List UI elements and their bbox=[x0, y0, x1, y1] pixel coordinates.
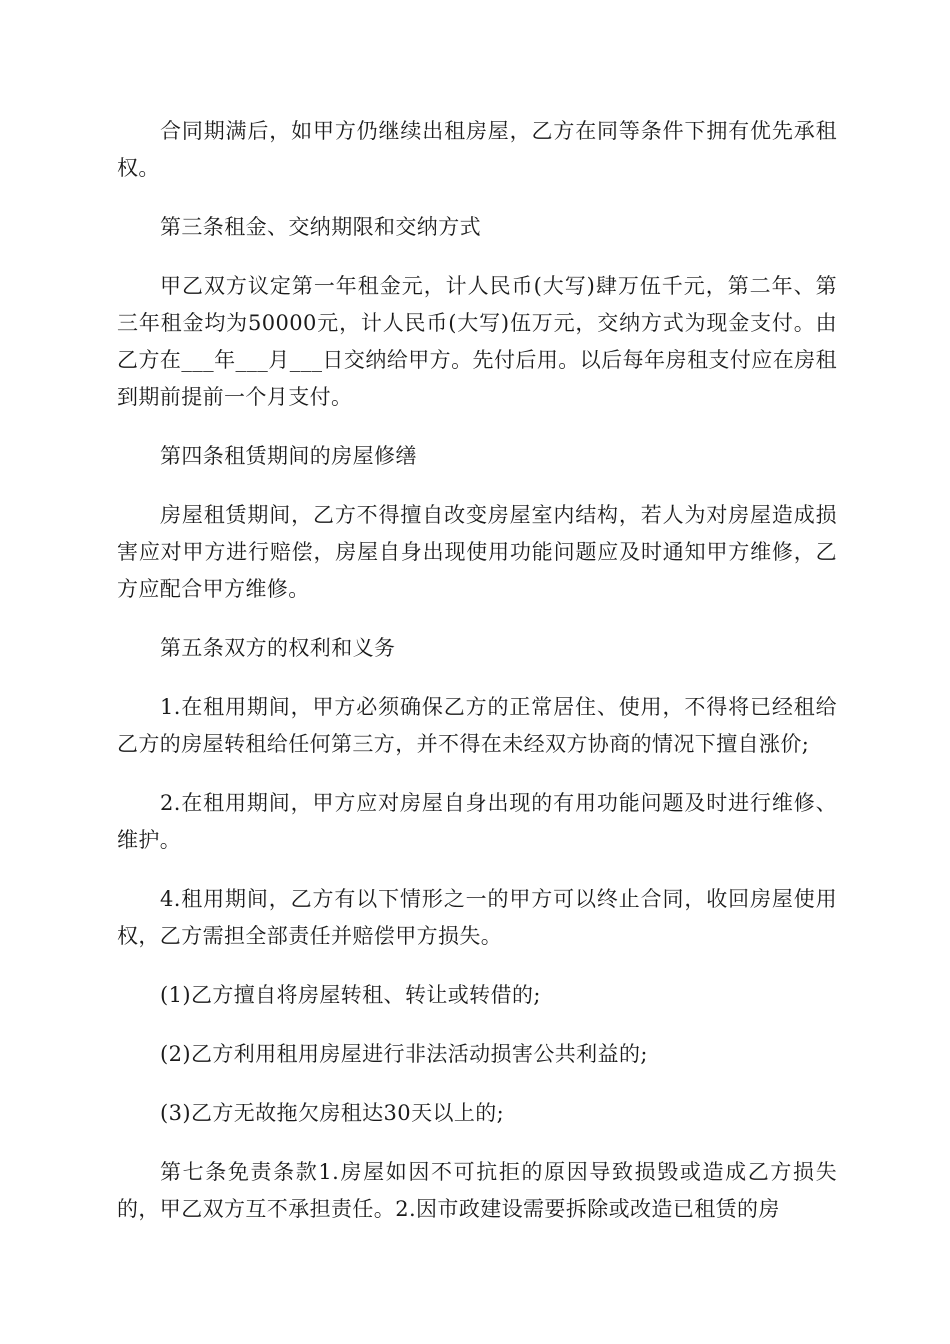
list-item-obligation-1: 1.在租用期间，甲方必须确保乙方的正常居住、使用，不得将已经租给乙方的房屋转租给任何第三方，并不得在未经双方协商的情况下擅自涨价; bbox=[117, 695, 837, 756]
paragraph-rent-terms: 甲乙双方议定第一年租金元，计人民币(大写)肆万伍千元，第二年、第三年租金均为50000元，计人民币(大写)伍万元，交纳方式为现金支付。由乙方在___年___月___日交纳给甲方。先付后用。以后每年房租支付应在房租到期前提前一个月支付。 bbox=[117, 274, 837, 409]
list-item-obligation-2: 2.在租用期间，甲方应对房屋自身出现的有用功能问题及时进行维修、维护。 bbox=[117, 791, 837, 852]
list-item-termination-2: (2)乙方利用租用房屋进行非法活动损害公共利益的; bbox=[160, 1042, 648, 1066]
section-heading-article-4: 第四条租赁期间的房屋修缮 bbox=[160, 444, 417, 468]
document-body bbox=[117, 113, 837, 1250]
section-article-7-exemption: 第七条免责条款1.房屋如因不可抗拒的原因导致损毁或造成乙方损失的，甲乙双方互不承担责任。2.因市政建设需要拆除或改造已租赁的房 bbox=[117, 1160, 837, 1221]
list-item-termination-3: (3)乙方无故拖欠房租达30天以上的; bbox=[160, 1101, 505, 1125]
paragraph-repairs: 房屋租赁期间，乙方不得擅自改变房屋室内结构，若人为对房屋造成损害应对甲方进行赔偿，房屋自身出现使用功能问题应及时通知甲方维修，乙方应配合甲方维修。 bbox=[117, 503, 837, 601]
paragraph-lease-renewal: 合同期满后，如甲方仍继续出租房屋，乙方在同等条件下拥有优先承租权。 bbox=[117, 119, 837, 180]
list-item-termination-1: (1)乙方擅自将房屋转租、转让或转借的; bbox=[160, 983, 541, 1007]
section-heading-article-5: 第五条双方的权利和义务 bbox=[160, 636, 396, 660]
list-item-obligation-4: 4.租用期间，乙方有以下情形之一的甲方可以终止合同，收回房屋使用权，乙方需担全部责任并赔偿甲方损失。 bbox=[117, 887, 837, 948]
section-heading-article-3: 第三条租金、交纳期限和交纳方式 bbox=[160, 215, 481, 239]
